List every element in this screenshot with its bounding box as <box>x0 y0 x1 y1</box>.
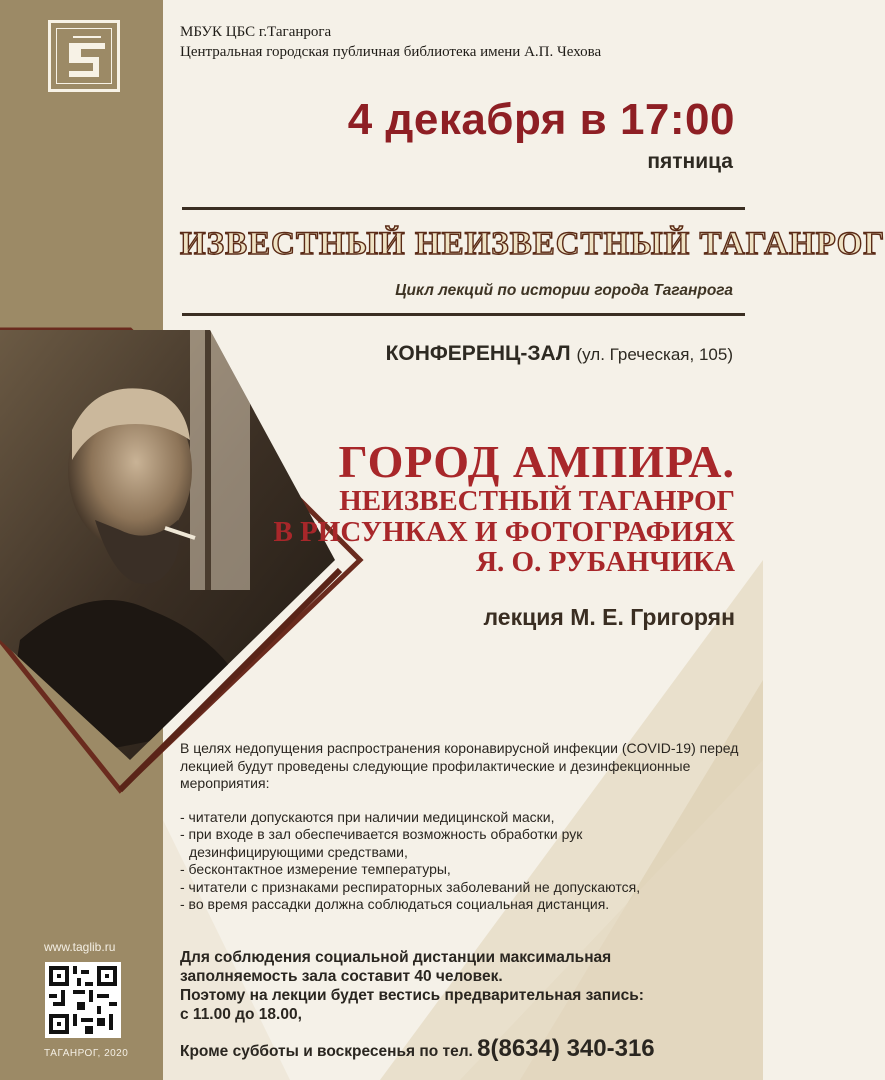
lecture-title <box>274 438 736 578</box>
series-title: ИЗВЕСТНЫЙ НЕИЗВЕСТНЫЙ ТАГАНРОГ <box>180 226 885 262</box>
registration-line-2: заполняемость зала составит 40 человек. <box>180 968 503 985</box>
phone-line <box>180 1035 655 1063</box>
notice-item: - читатели с признаками респираторных заболеваний не допускаются, <box>180 878 641 895</box>
notice-list <box>180 809 740 914</box>
lecture-title-line-2: НЕИЗВЕСТНЫЙ ТАГАНРОГ <box>339 485 735 518</box>
notice-item: - при входе в зал обеспечивается возможность обработки рук <box>180 826 583 842</box>
lecture-title-line-4: Я. О. РУБАНЧИКА <box>476 546 735 579</box>
lecture-title-line-1: ГОРОД АМПИРА. <box>338 436 735 487</box>
phone-prefix: Кроме субботы и воскресенья по тел. <box>180 1043 473 1060</box>
city-year: ТАГАНРОГ, 2020 <box>44 1048 129 1059</box>
hall-address: (ул. Греческая, 105) <box>576 345 733 364</box>
qr-code-icon[interactable] <box>45 962 121 1038</box>
registration-line-3: Поэтому на лекции будет вестись предварительная запись: <box>180 987 644 1004</box>
covid-notice <box>180 740 740 914</box>
hall-name: КОНФЕРЕНЦ-ЗАЛ <box>385 342 571 365</box>
registration-line-4: с 11.00 до 18.00, <box>180 1006 302 1023</box>
website-link[interactable]: www.taglib.ru <box>44 940 116 954</box>
notice-item: - читатели допускаются при наличии медицинской маски, <box>180 808 555 825</box>
lecturer: лекция М. Е. Григорян <box>483 604 735 630</box>
event-date: 4 декабря в 17:00 <box>347 95 735 144</box>
lecture-title-line-3: В РИСУНКАХ И ФОТОГРАФИЯХ <box>273 515 735 548</box>
notice-item: - во время рассадки должна соблюдаться социальная дистанция. <box>180 896 610 912</box>
registration-info <box>180 948 750 1024</box>
phone-number[interactable]: 8(8634) 340-316 <box>477 1035 655 1062</box>
series-subtitle: Цикл лекций по истории города Таганрога <box>395 282 733 299</box>
notice-item: - бесконтактное измерение температуры, <box>180 861 451 877</box>
event-weekday: пятница <box>647 150 733 173</box>
notice-intro: В целях недопущения распространения коронавирусной инфекции (COVID-19) перед лекцией будут проведены следующие профилактические и дезинфекционные мероприятия: <box>180 740 739 791</box>
notice-item: дезинфицирующими средствами, <box>189 843 408 860</box>
org-line-1: МБУК ЦБС г.Таганрога <box>180 24 332 40</box>
org-line-2: Центральная городская публичная библиотека имени А.П. Чехова <box>180 44 602 60</box>
registration-line-1: Для соблюдения социальной дистанции максимальная <box>180 949 612 966</box>
